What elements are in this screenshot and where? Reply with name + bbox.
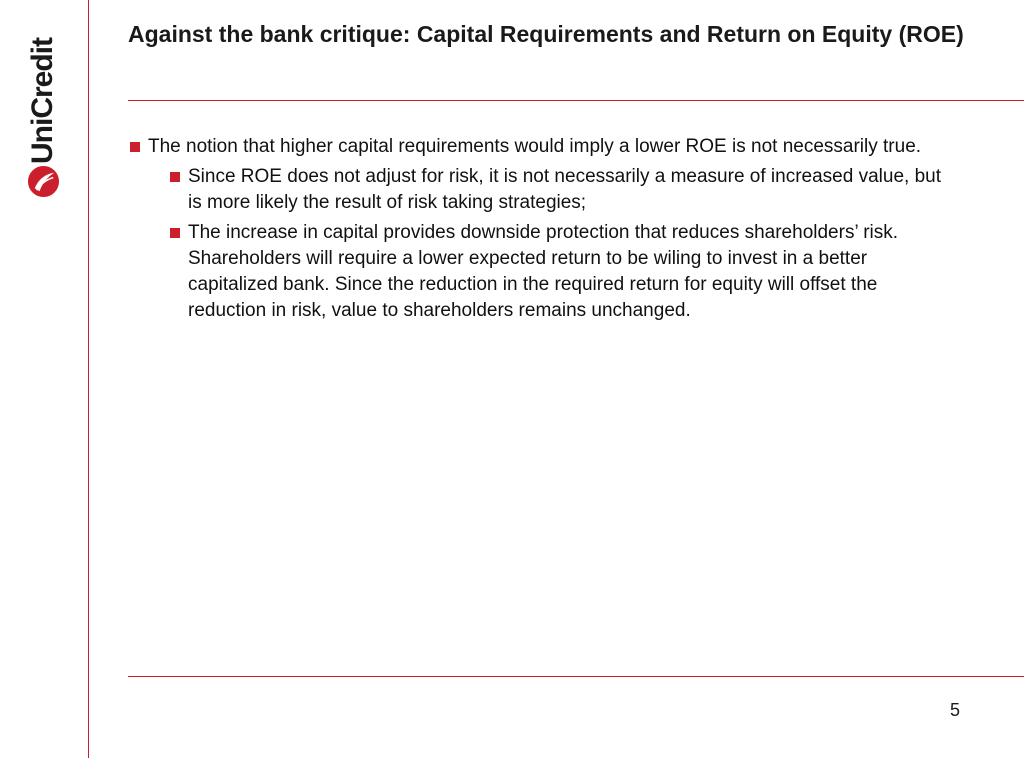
unicredit-logo	[24, 34, 64, 202]
square-bullet-icon	[130, 142, 140, 152]
bullet-text: The notion that higher capital requirements would imply a lower ROE is not necessarily true.	[148, 136, 922, 157]
footer-divider	[128, 676, 1024, 677]
bullet-text: The increase in capital provides downside protection that reduces shareholders’ risk. Shareholders will require a lower expected return to be wiling to invest in a better capitalized bank. Since the reduction in the required return for equity will offset the reduction in risk, value to shareholders remains unchanged.	[188, 222, 899, 321]
bullet-text: Since ROE does not adjust for risk, it is not necessarily a measure of increased value, but is more likely the result of risk taking strategies;	[188, 166, 941, 213]
page-number: 5	[949, 700, 960, 720]
bullet-level-2	[168, 164, 948, 216]
slide-title: Against the bank critique: Capital Requirements and Return on Equity (ROE)	[128, 21, 964, 47]
square-bullet-icon	[170, 228, 180, 238]
bullet-level-1	[128, 134, 978, 160]
unicredit-mark-icon	[27, 165, 60, 198]
square-bullet-icon	[170, 172, 180, 182]
logo-wordmark: UniCredit	[26, 38, 59, 164]
bullet-level-2	[168, 220, 948, 324]
left-divider	[88, 0, 89, 758]
slide-body	[128, 134, 978, 324]
title-divider	[128, 100, 1024, 101]
